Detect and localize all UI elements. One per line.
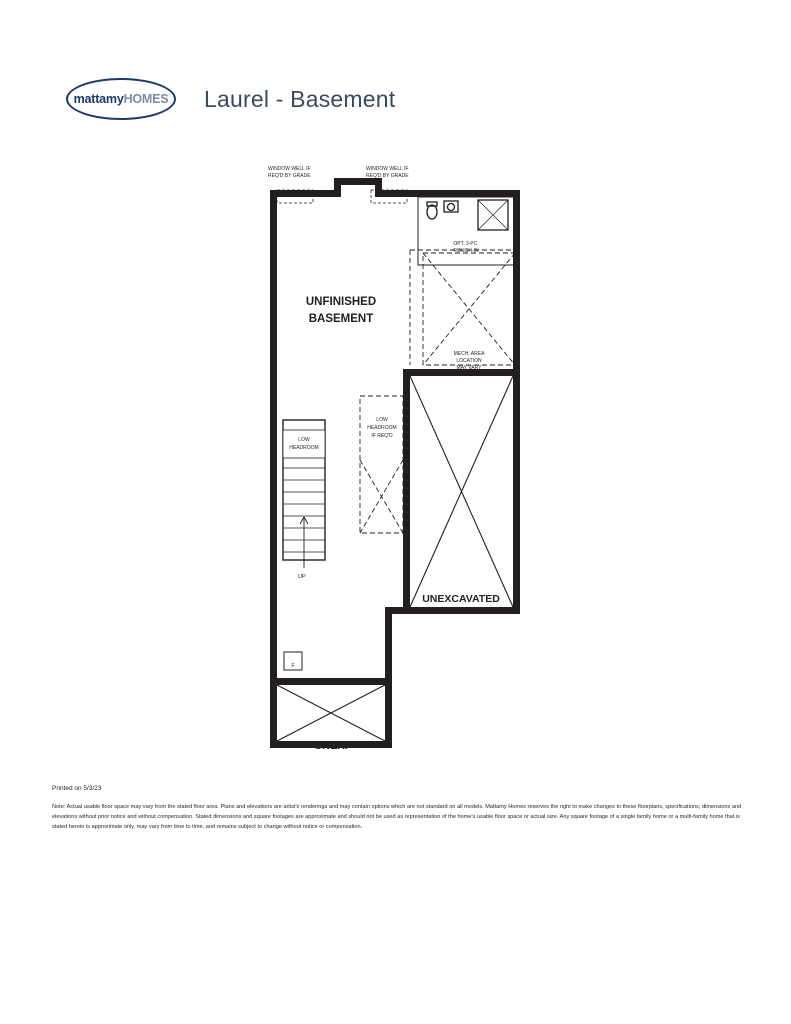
- printed-on-text: Printed on 5/3/23: [52, 785, 102, 792]
- label-low-headroom-req-2: HEADROOM: [367, 425, 397, 431]
- logo-text-homes: HOMES: [123, 92, 169, 106]
- label-low-headroom-stairs-1: LOW: [298, 437, 310, 443]
- label-opt-rough-in-1: OPT. 3-PC.: [453, 241, 479, 247]
- label-low-headroom-stairs-2: HEADROOM: [289, 445, 319, 451]
- label-mech-area-1: MECH. AREA: [453, 351, 485, 357]
- low-headroom-stairs-box: [283, 430, 325, 458]
- unexcavated-hatch: [410, 376, 513, 607]
- exterior-walls: [270, 178, 520, 748]
- label-stairs-up: UP: [298, 574, 306, 580]
- page-header: [66, 78, 395, 120]
- label-unfinished-basement-1: UNFINISHED: [305, 296, 377, 308]
- unex-small-hatch: [277, 685, 385, 741]
- label-window-well-right-2: REQ'D BY GRADE: [366, 173, 409, 179]
- label-unfinished-basement-2: BASEMENT: [308, 313, 374, 325]
- label-unex-small: UNEX.: [314, 740, 348, 752]
- disclaimer-text: Note: Actual usable floor space may vary from the stated floor area. Plans and elevations are artist's renderings and may contain options which are not standard on all models. Mattamy Homes reserves the right to make changes to these floorplans, specifications, dimensions and elevations without prior notice and without compensation. Stated dimensions and square footages are approximate and should not be used as representation of the home's usable floor space or actual size. Any square footage of a single family home or a multi-family home that is stated herein is approximate only, may vary from time to time, and remains subject to change without notice or compensation.: [52, 804, 742, 830]
- opt-rough-in-fixtures: [427, 200, 508, 230]
- floorplan-drawing: [0, 140, 791, 780]
- page-title: Laurel - Basement: [204, 85, 396, 112]
- label-window-well-left-1: WINDOW WELL IF: [268, 166, 311, 172]
- mattamy-homes-logo: [66, 78, 176, 120]
- label-window-well-right-1: WINDOW WELL IF: [366, 166, 409, 172]
- logo-wordmark: [74, 92, 169, 106]
- label-opt-rough-in-2: ROUGH-IN: [453, 248, 479, 254]
- opt-rough-in-dashed: [410, 197, 514, 365]
- logo-text-mattamy: mattamy: [73, 92, 124, 106]
- label-furnace-marker: F: [291, 663, 295, 669]
- label-low-headroom-req-1: LOW: [376, 417, 388, 423]
- label-unexcavated: UNEXCAVATED: [422, 593, 500, 605]
- label-low-headroom-req-3: IF REQ'D: [371, 433, 393, 439]
- label-mech-area-3: MAY VARY: [456, 365, 482, 371]
- mech-area-box: [423, 253, 515, 365]
- label-mech-area-2: LOCATION: [456, 358, 482, 364]
- label-window-well-left-2: REQ'D BY GRADE: [268, 173, 311, 179]
- opt-rough-in-walls: [418, 197, 514, 265]
